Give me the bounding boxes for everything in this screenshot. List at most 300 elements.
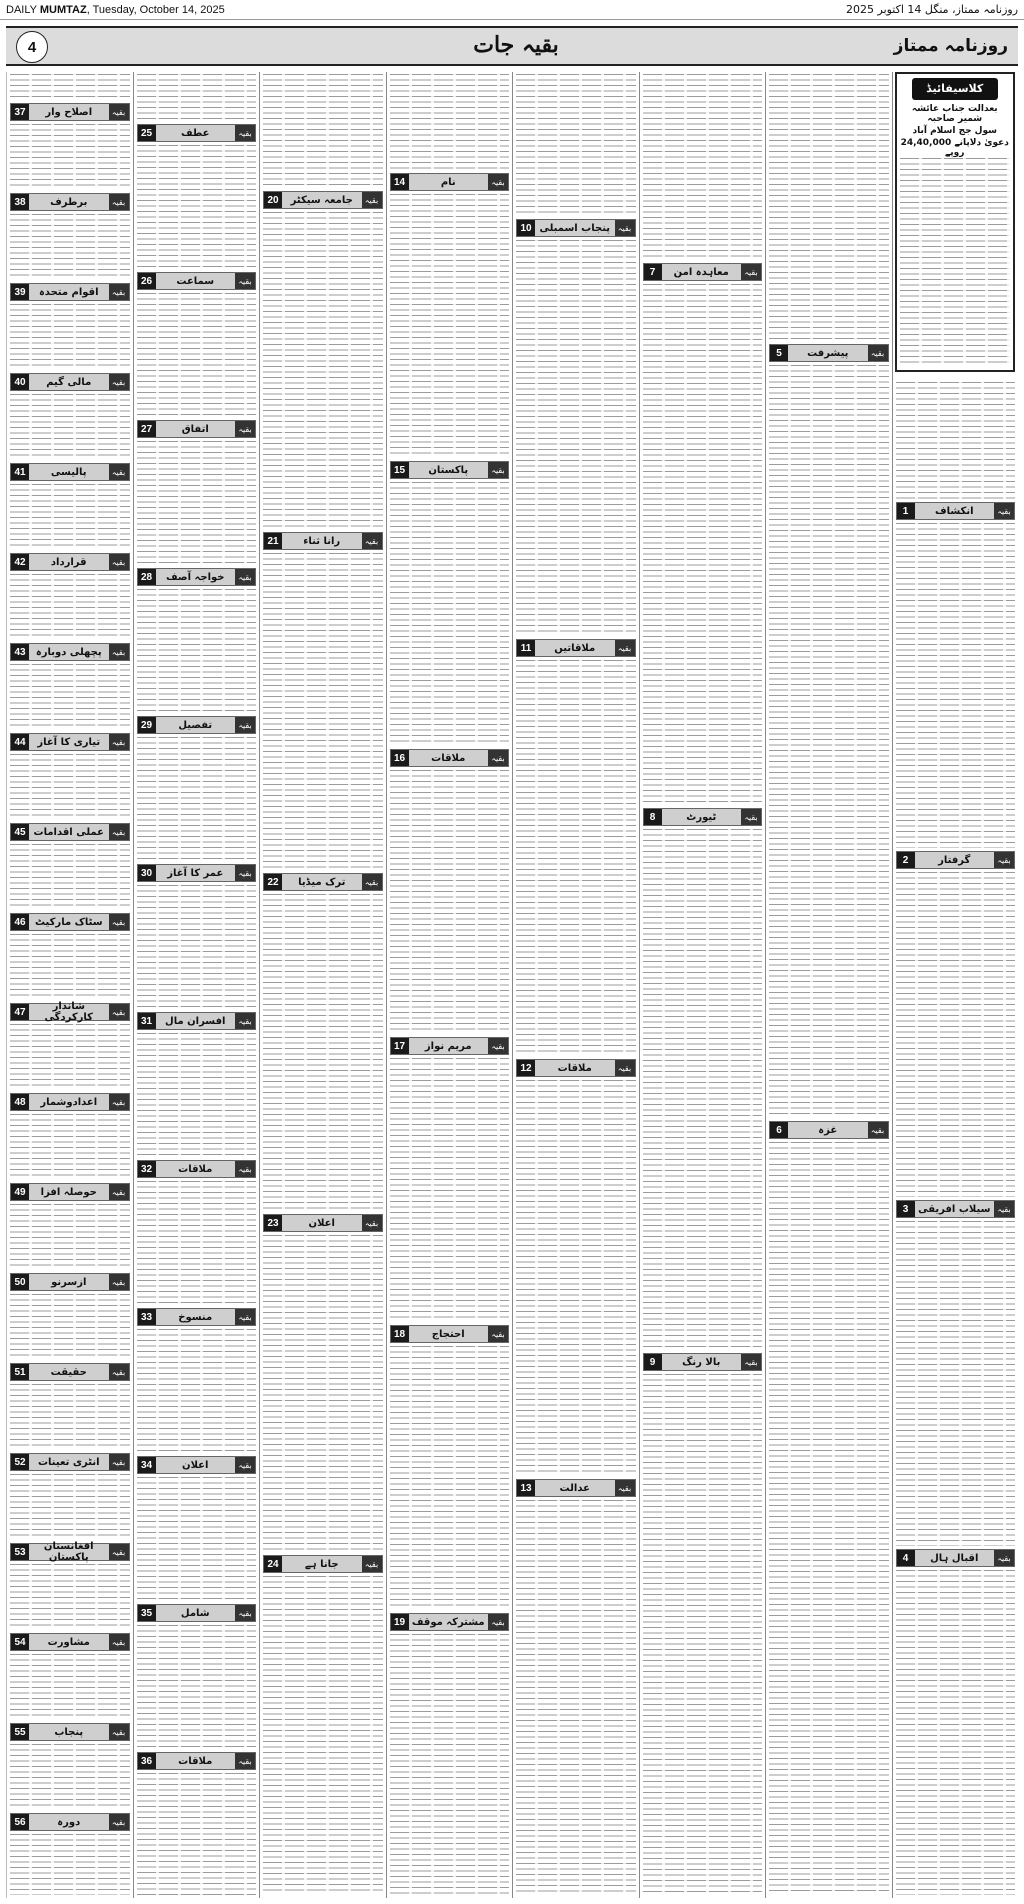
continued-tag: بقیہ [109,824,129,840]
article-heading [137,716,257,734]
article-text [769,365,889,1118]
article-heading [137,1160,257,1178]
article-number: 9 [644,1354,662,1370]
article-title: اعلان [182,1459,209,1471]
article-text [896,1570,1016,1895]
article-title: پالیسی [50,466,87,478]
article-text [390,770,510,1034]
column-rule [765,72,766,1898]
article-heading [137,1752,257,1770]
continued-tag: بقیہ [109,1364,129,1380]
article-number: 22 [264,874,282,890]
continued-tag: بقیہ [109,914,129,930]
article-title: اعلان [308,1217,335,1229]
columns-area [6,72,1018,1898]
article-number: 14 [391,174,409,190]
article-title: برطرف [50,196,88,208]
urdu-dateline: روزنامہ ممتاز، منگل 14 اکتوبر 2025 [846,3,1018,16]
continued-tag: بقیہ [488,1326,508,1342]
article-title: ترک میڈیا [298,876,346,888]
article-number: 15 [391,462,409,478]
continued-tag: بقیہ [235,717,255,733]
article-text [643,284,763,805]
article-heading [10,193,130,211]
article-heading [10,1273,130,1291]
continued-tag: بقیہ [488,750,508,766]
article-heading [643,808,763,826]
article-number: 53 [11,1544,29,1560]
article-number: 36 [138,1753,156,1769]
continued-tag: بقیہ [362,192,382,208]
article-title: احتجاج [431,1328,465,1340]
article-heading [137,1308,257,1326]
continued-tag: بقیہ [994,852,1014,868]
continued-tag: بقیہ [868,1122,888,1138]
article-text [516,1500,636,1895]
column-8 [6,72,133,1898]
dateline-date: , Tuesday, October 14, 2025 [86,3,225,16]
article-heading [10,1363,130,1381]
article-number: 25 [138,125,156,141]
article-number: 11 [517,640,535,656]
article-title: مالی گیم [46,376,92,388]
article-text [10,1834,130,1895]
article-title: تیاری کا آغاز [37,736,101,748]
column-rule [386,72,387,1898]
article-text [516,240,636,636]
classified-line: دعویٰ دلاپانے 24,40,000 روپے [900,138,1009,158]
page-number: 4 [16,31,48,63]
article-title: شاندار کارکردگی [44,1001,93,1023]
article-text [896,872,1016,1197]
article-text [137,885,257,1009]
article-number: 42 [11,554,29,570]
article-title: پنجاب اسمبلی [539,222,611,234]
continued-tag: بقیہ [235,1161,255,1177]
continued-tag: بقیہ [488,1614,508,1630]
article-heading [10,553,130,571]
article-title: منسوخ [178,1311,213,1323]
article-title: عمر کا آغاز [167,867,224,879]
article-text [10,1384,130,1450]
article-title: شامل [180,1607,210,1619]
article-title: ملاقات [178,1755,213,1767]
article-number: 51 [11,1364,29,1380]
article-number: 13 [517,1480,535,1496]
article-number: 4 [897,1550,915,1566]
article-title: اتفاق [181,423,209,435]
continued-tag: بقیہ [109,1454,129,1470]
article-heading [10,733,130,751]
article-heading [10,1093,130,1111]
article-number: 46 [11,914,29,930]
classified-line: سول جج اسلام آباد [912,126,997,136]
article-text [263,212,383,529]
article-text [10,214,130,280]
article-text [137,441,257,565]
article-heading [10,1183,130,1201]
article-title: عدالت [559,1482,590,1494]
article-title: ٹیورٹ [686,811,717,823]
article-text [10,754,130,820]
article-text [896,1221,1016,1546]
article-text [263,74,383,189]
article-number: 6 [770,1122,788,1138]
article-text [263,553,383,870]
column-2 [765,72,892,1898]
article-text [10,664,130,730]
article-heading [137,568,257,586]
article-text [137,1625,257,1749]
continued-tag: بقیہ [741,1354,761,1370]
article-title: عطف [181,127,210,139]
article-number: 7 [644,264,662,280]
article-title: سیلاب افریقی [918,1203,991,1215]
continued-tag: بقیہ [994,1550,1014,1566]
article-number: 32 [138,1161,156,1177]
continued-tag: بقیہ [235,421,255,437]
article-heading [390,461,510,479]
article-text [263,1576,383,1895]
article-heading [896,502,1016,520]
article-number: 20 [264,192,282,208]
article-heading [137,1604,257,1622]
article-text [896,523,1016,848]
article-title: پاکستان [428,464,469,476]
article-heading [263,191,383,209]
article-heading [10,1813,130,1831]
article-title: اقوام متحدہ [38,286,99,298]
continued-tag: بقیہ [109,194,129,210]
article-heading [516,1059,636,1077]
article-heading [896,1549,1016,1567]
article-heading [516,1479,636,1497]
continued-tag: بقیہ [235,1605,255,1621]
classified-text [900,158,1011,364]
article-number: 18 [391,1326,409,1342]
article-title: جامعہ سیکٹر [290,194,353,206]
continued-tag: بقیہ [868,345,888,361]
article-title: افسران مال [165,1015,226,1027]
continued-tag: بقیہ [109,1544,129,1560]
article-number: 56 [11,1814,29,1830]
article-text [137,1477,257,1601]
article-heading [390,1037,510,1055]
article-text [10,934,130,1000]
article-number: 37 [11,104,29,120]
continued-tag: بقیہ [109,464,129,480]
article-heading [10,373,130,391]
continued-tag: بقیہ [615,220,635,236]
continued-tag: بقیہ [109,644,129,660]
column-3 [639,72,766,1898]
continued-tag: بقیہ [235,865,255,881]
article-heading [896,1200,1016,1218]
article-title: جانا ہے [304,1558,339,1570]
continued-tag: بقیہ [615,1060,635,1076]
article-heading [10,1723,130,1741]
article-heading [643,1353,763,1371]
article-heading [643,263,763,281]
column-rule [259,72,260,1898]
article-text [769,1142,889,1895]
article-title: عملی اقدامات [33,826,104,838]
article-number: 49 [11,1184,29,1200]
article-text [10,1744,130,1810]
continued-tag: بقیہ [109,1094,129,1110]
article-text [10,1294,130,1360]
section-title: بقیہ جات [473,32,559,58]
article-number: 52 [11,1454,29,1470]
article-text [137,737,257,861]
article-title: ملاقات [557,1062,592,1074]
article-heading [10,1543,130,1561]
article-number: 28 [138,569,156,585]
article-text [10,484,130,550]
continued-tag: بقیہ [235,125,255,141]
article-text [263,894,383,1211]
column-rule [512,72,513,1898]
article-title: معاہدہ امن [673,266,729,278]
article-text [137,1181,257,1305]
article-title: افغانستان پاکستان [43,1541,94,1563]
paper-name: روزنامہ ممتاز [893,36,1008,56]
article-number: 47 [11,1004,29,1020]
article-number: 38 [11,194,29,210]
article-text [10,304,130,370]
article-number: 23 [264,1215,282,1231]
article-text [516,660,636,1056]
article-text [390,194,510,458]
column-7 [133,72,260,1898]
article-number: 48 [11,1094,29,1110]
article-heading [137,124,257,142]
article-number: 1 [897,503,915,519]
article-heading [10,643,130,661]
article-title: مشترکہ موقف [411,1616,485,1628]
article-number: 33 [138,1309,156,1325]
article-heading [10,463,130,481]
article-number: 41 [11,464,29,480]
article-heading [390,173,510,191]
continued-tag: بقیہ [615,640,635,656]
continued-tag: بقیہ [109,1004,129,1020]
article-title: نام [440,176,456,188]
continued-tag: بقیہ [235,1013,255,1029]
continued-tag: بقیہ [109,1634,129,1650]
continued-tag: بقیہ [109,1814,129,1830]
article-heading [10,1003,130,1021]
continued-tag: بقیہ [994,1201,1014,1217]
continued-tag: بقیہ [994,503,1014,519]
article-title: ملاقاتیں [554,642,596,654]
article-number: 55 [11,1724,29,1740]
article-text [137,293,257,417]
article-title: ملاقات [178,1163,213,1175]
article-title: پنجاب [54,1726,84,1738]
article-text [137,1329,257,1453]
continued-tag: بقیہ [109,1724,129,1740]
article-text [10,124,130,190]
article-number: 16 [391,750,409,766]
column-rule [639,72,640,1898]
article-title: سٹاک مارکیٹ [34,916,103,928]
article-number: 29 [138,717,156,733]
continued-tag: بقیہ [741,264,761,280]
article-heading [263,873,383,891]
article-title: حوصلہ افزا [40,1186,97,1198]
article-number: 2 [897,852,915,868]
article-text [10,1204,130,1270]
article-number: 39 [11,284,29,300]
article-number: 5 [770,345,788,361]
article-text [263,1235,383,1552]
article-text [516,74,636,217]
article-number: 8 [644,809,662,825]
article-text [896,382,1016,500]
article-text [769,74,889,342]
article-heading [137,420,257,438]
continued-tag: بقیہ [741,809,761,825]
article-heading [10,913,130,931]
article-text [10,1564,130,1630]
article-text [10,574,130,640]
continued-tag: بقیہ [109,284,129,300]
continued-tag: بقیہ [109,1274,129,1290]
article-text [516,1080,636,1476]
article-text [643,74,763,261]
continued-tag: بقیہ [488,1038,508,1054]
article-title: غزہ [818,1124,838,1136]
article-heading [263,1214,383,1232]
column-rule [133,72,134,1898]
article-text [137,1773,257,1895]
continued-tag: بقیہ [362,874,382,890]
continued-tag: بقیہ [362,533,382,549]
article-text [390,1634,510,1895]
article-title: سماعت [176,275,215,287]
article-text [137,589,257,713]
article-text [10,1474,130,1540]
article-text [137,1033,257,1157]
article-number: 26 [138,273,156,289]
article-number: 19 [391,1614,409,1630]
article-number: 43 [11,644,29,660]
classified-box [895,72,1016,372]
article-heading [10,283,130,301]
article-heading [390,1325,510,1343]
article-title: رانا ثناء [303,535,341,547]
article-heading [390,749,510,767]
continued-tag: بقیہ [109,104,129,120]
article-text [390,1058,510,1322]
article-title: اقبال ہال [930,1552,979,1564]
article-heading [10,1453,130,1471]
article-text [10,74,130,101]
article-text [10,1654,130,1720]
article-number: 44 [11,734,29,750]
classified-line: بعدالت جناب عائشہ شمیر صاحبہ [911,104,998,124]
article-title: مریم نواز [424,1040,472,1052]
continued-tag: بقیہ [109,734,129,750]
article-title: اصلاح وار [45,106,93,118]
article-title: پچھلی دوبارہ [35,646,102,658]
article-text [10,1024,130,1090]
top-strip [0,0,1024,20]
article-number: 45 [11,824,29,840]
article-number: 40 [11,374,29,390]
continued-tag: بقیہ [109,1184,129,1200]
article-heading [10,103,130,121]
continued-tag: بقیہ [488,462,508,478]
article-title: انکشاف [934,505,974,517]
article-heading [263,532,383,550]
article-text [643,1374,763,1895]
article-title: مشاورت [47,1636,90,1648]
continued-tag: بقیہ [109,554,129,570]
dateline-name: MUMTAZ [39,3,87,16]
column-rule [892,72,893,1898]
article-title: پیشرفت [807,347,849,359]
article-number: 3 [897,1201,915,1217]
masthead [6,26,1018,66]
article-number: 12 [517,1060,535,1076]
article-heading [137,272,257,290]
continued-tag: بقیہ [235,1753,255,1769]
english-dateline [6,4,225,16]
continued-tag: بقیہ [235,1309,255,1325]
article-title: تفصیل [178,719,213,731]
article-heading [137,864,257,882]
article-title: بالا رنگ [682,1356,721,1368]
article-heading [769,344,889,362]
article-heading [137,1456,257,1474]
article-number: 54 [11,1634,29,1650]
article-title: گرفتار [938,854,971,866]
article-text [390,74,510,171]
article-number: 34 [138,1457,156,1473]
article-number: 17 [391,1038,409,1054]
article-number: 10 [517,220,535,236]
article-text [390,482,510,746]
continued-tag: بقیہ [362,1215,382,1231]
article-title: دورہ [57,1816,81,1828]
article-heading [390,1613,510,1631]
column-6 [259,72,386,1898]
article-title: خواجہ آصف [166,571,225,583]
article-title: ازسرنو [51,1276,87,1288]
article-number: 21 [264,533,282,549]
article-number: 50 [11,1274,29,1290]
article-number: 31 [138,1013,156,1029]
article-heading [769,1121,889,1139]
article-heading [10,1633,130,1651]
article-number: 27 [138,421,156,437]
column-5 [386,72,513,1898]
article-heading [516,639,636,657]
article-heading [10,823,130,841]
article-title: ملاقات [431,752,466,764]
article-text [10,394,130,460]
dateline-daily: DAILY [6,3,37,16]
continued-tag: بقیہ [235,273,255,289]
continued-tag: بقیہ [615,1480,635,1496]
article-text [10,1114,130,1180]
article-number: 24 [264,1556,282,1572]
continued-tag: بقیہ [488,174,508,190]
article-heading [896,851,1016,869]
article-heading [263,1555,383,1573]
